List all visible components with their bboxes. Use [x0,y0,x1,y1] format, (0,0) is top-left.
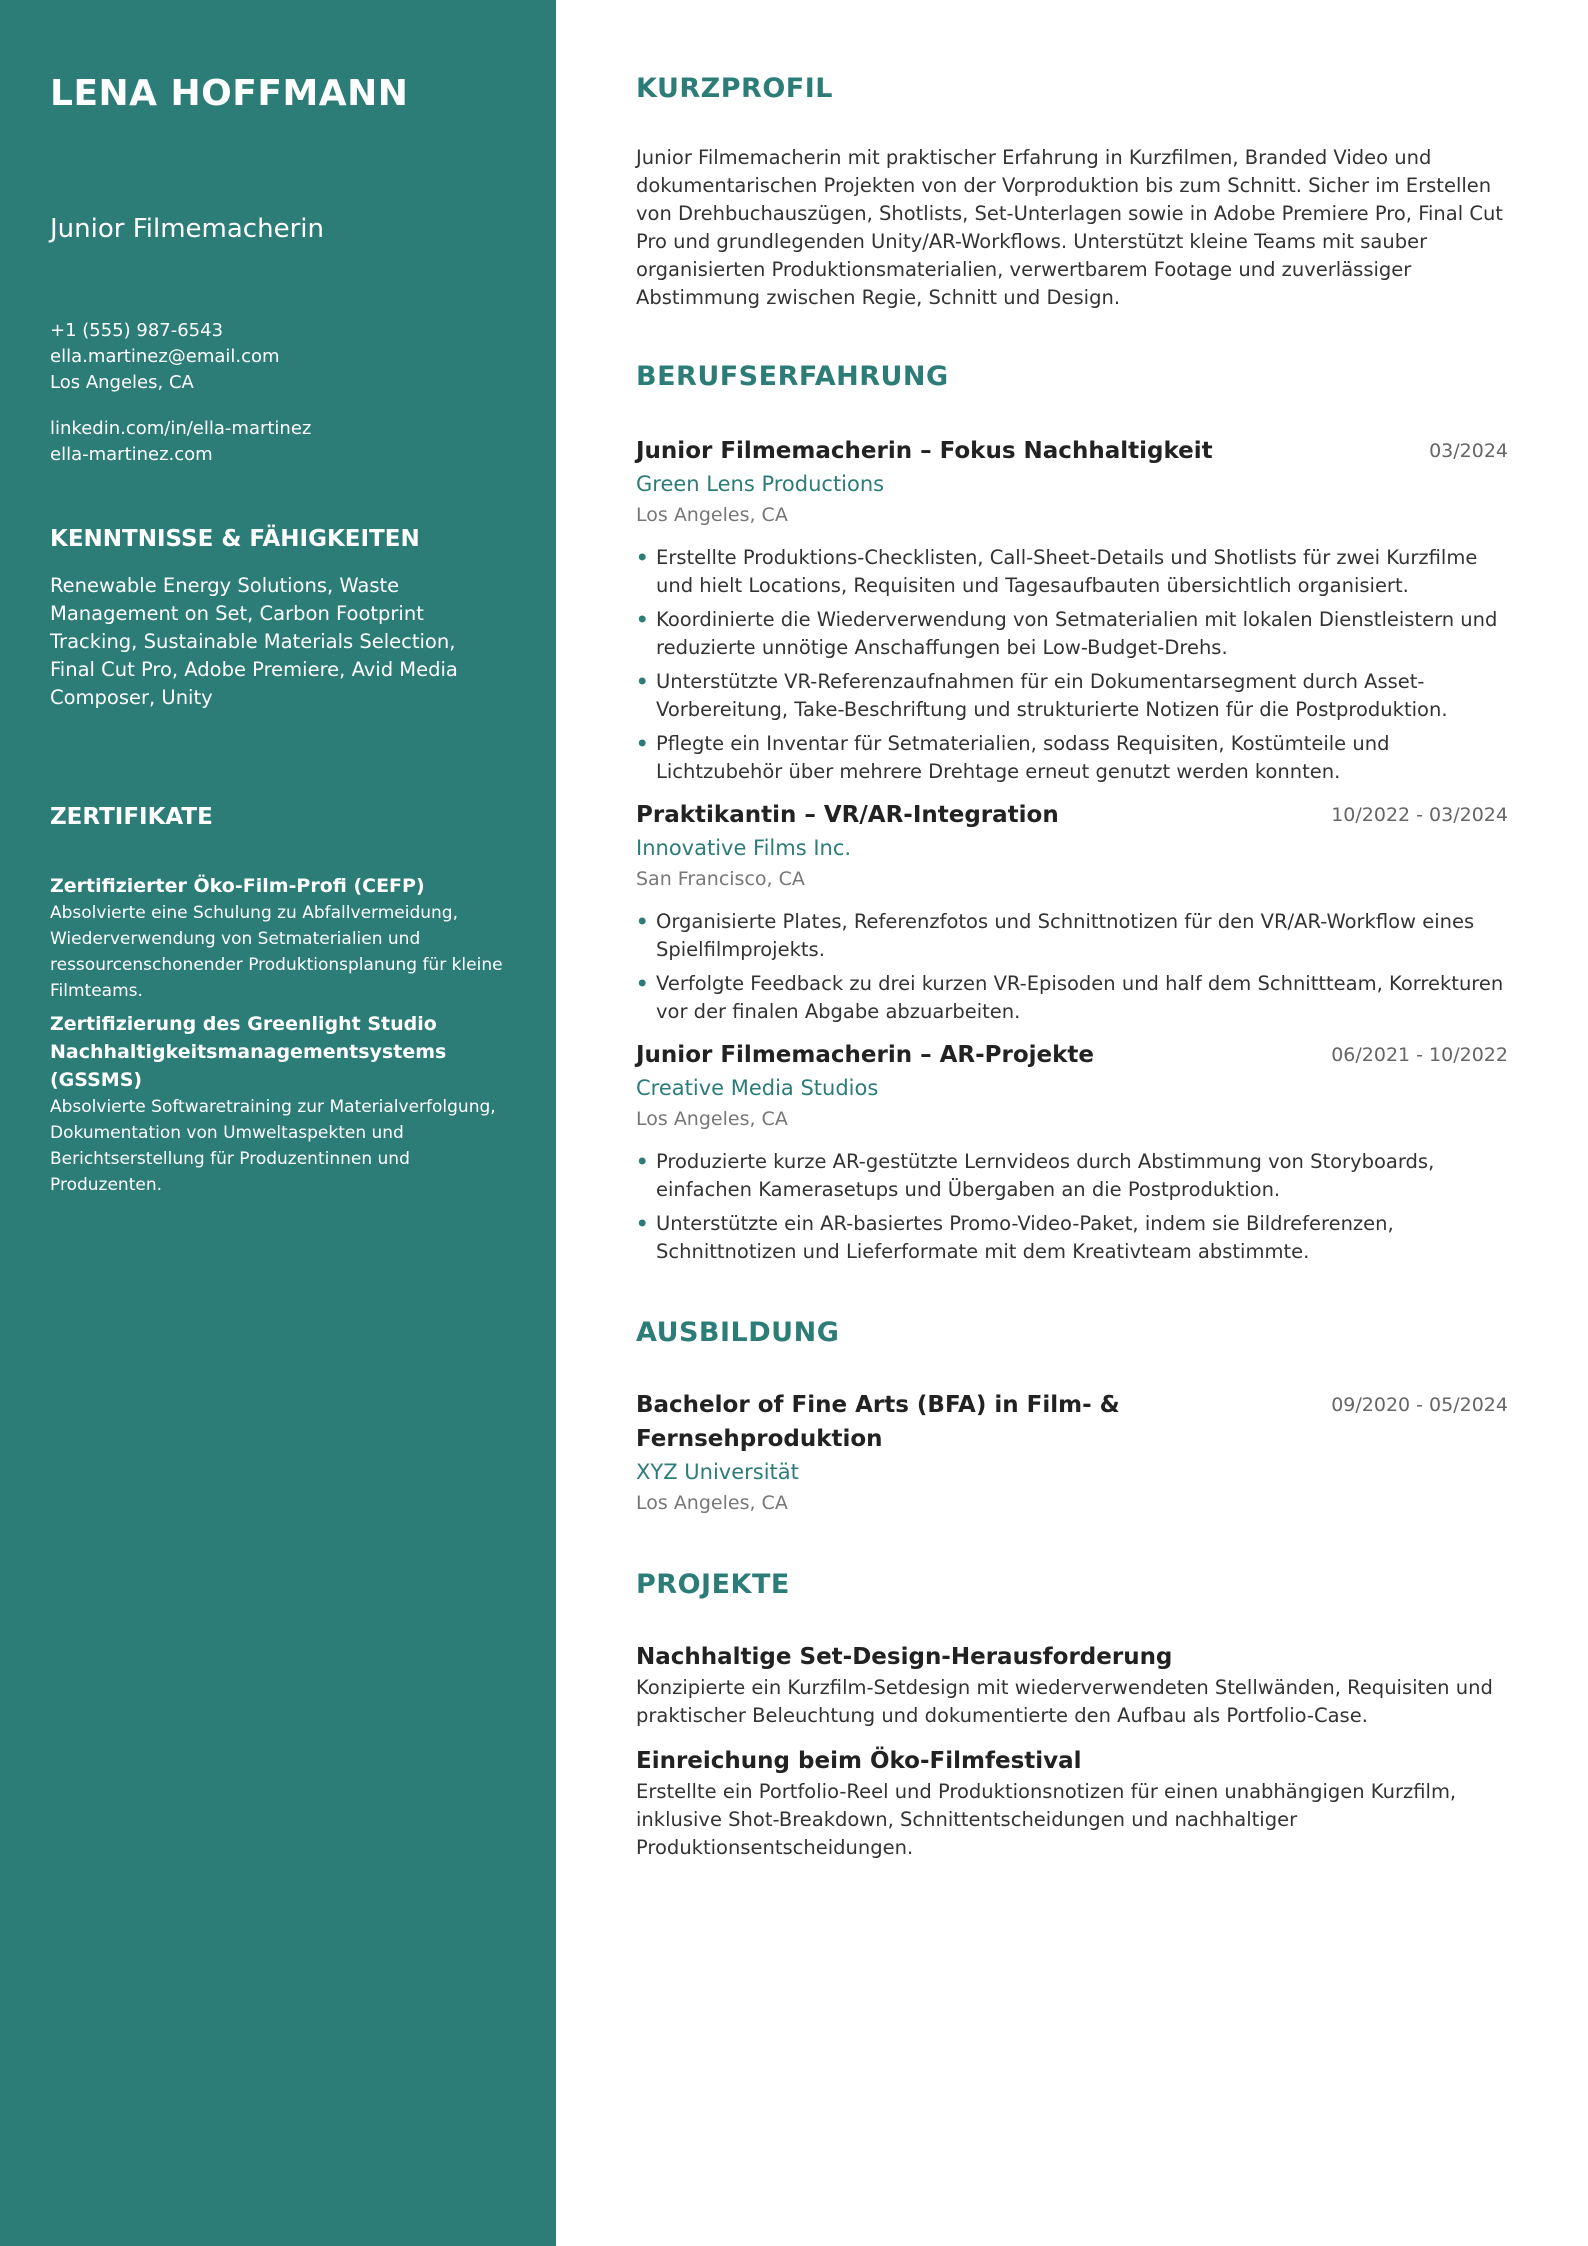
school-location: Los Angeles, CA [636,1492,788,1514]
email[interactable]: ella.martinez@email.com [50,346,280,367]
education-entry [636,1388,1508,1518]
education-date: 09/2020 - 05/2024 [1331,1394,1508,1416]
project-title: Nachhaltige Set-Design-Herausforderung [636,1644,1173,1670]
job-entry [636,434,1508,786]
job-bullets [636,908,1508,1026]
bullet-item: • Pflegte ein Inventar für Setmaterialien, sodass Requisiten, Kostümteile und Lichtzubehör über mehrere Drehtage erneut genutzt werden konnten. [636,730,1508,786]
education-heading: AUSBILDUNG [636,1317,840,1348]
sidebar [0,0,556,2246]
bullet-item: • Unterstützte VR-Referenzaufnahmen für ein Dokumentarsegment durch Asset-Vorbereitung, Take-Beschriftung und strukturierte Notizen für die Postproduktion. [636,668,1508,724]
bullet-item: • Organisierte Plates, Referenzfotos und Schnittnotizen für den VR/AR-Workflow eines Spielfilmprojekts. [636,908,1508,964]
certificates-heading: ZERTIFIKATE [50,804,213,830]
experience-heading: BERUFSERFAHRUNG [636,361,949,392]
job-bullets [636,544,1508,786]
company-name: Green Lens Productions [636,472,885,496]
certificate-title: Zertifizierung des Greenlight Studio Nachhaltigkeitsmanagementsystems (GSSMS) [50,1013,447,1091]
school-name: XYZ Universität [636,1460,799,1484]
bullet-item: • Erstellte Produktions-Checklisten, Call-Sheet-Details und Shotlists für zwei Kurzfilme und hielt Locations, Requisiten und Tagesaufbauten übersichtlich organisiert. [636,544,1508,600]
candidate-name: LENA HOFFMANN [50,73,409,114]
job-location: Los Angeles, CA [636,1108,788,1130]
job-title: Junior Filmemacherin – AR-Projekte [636,1042,1095,1068]
job-date: 10/2022 - 03/2024 [1331,804,1508,826]
certificate-item [50,1010,506,1198]
degree-title: Bachelor of Fine Arts (BFA) in Film- & Fernsehproduktion [636,1392,1120,1452]
project-title: Einreichung beim Öko-Filmfestival [636,1748,1082,1774]
projects-heading: PROJEKTE [636,1569,790,1600]
company-name: Creative Media Studios [636,1076,879,1100]
skills-text: Renewable Energy Solutions, Waste Management on Set, Carbon Footprint Tracking, Sustainable Materials Selection, Final Cut Pro, Adobe Premiere, Avid Media Composer, Unity [50,574,458,709]
summary-heading: KURZPROFIL [636,73,833,104]
certificate-description: Absolvierte Softwaretraining zur Materialverfolgung, Dokumentation von Umweltaspekten und Berichtserstellung für Produzentinnen und Produzenten. [50,1097,496,1195]
linkedin-link[interactable]: linkedin.com/in/ella-martinez [50,418,312,439]
certificate-item [50,872,506,1004]
job-entry [636,1038,1508,1266]
summary-text: Junior Filmemacherin mit praktischer Erfahrung in Kurzfilmen, Branded Video und dokumentarischen Projekten von der Vorproduktion bis zum Schnitt. Sicher im Erstellen von Drehbuchauszügen, Shotlists, Set-Unterlagen sowie in Adobe Premiere Pro, Final Cut Pro und grundlegenden Unity/AR-Workflows. Unterstützt kleine Teams mit sauber organisierten Produktionsmaterialien, verwertbarem Footage und zuverlässiger Abstimmung zwischen Regie, Schnitt und Design. [636,146,1503,309]
location: Los Angeles, CA [50,372,194,393]
job-bullets [636,1148,1508,1266]
profile-links [50,416,506,468]
job-date: 06/2021 - 10/2022 [1331,1044,1508,1066]
contact-info [50,318,506,396]
job-entry [636,798,1508,1026]
website-link[interactable]: ella-martinez.com [50,444,213,465]
job-title: Junior Filmemacherin – Fokus Nachhaltigkeit [636,438,1213,464]
project-item [636,1744,1508,1862]
skills-heading: KENNTNISSE & FÄHIGKEITEN [50,526,420,552]
company-name: Innovative Films Inc. [636,836,852,860]
job-title: Praktikantin – VR/AR-Integration [636,802,1059,828]
project-description: Konzipierte ein Kurzfilm-Setdesign mit wiederverwendeten Stellwänden, Requisiten und praktischer Beleuchtung und dokumentierte den Aufbau als Portfolio-Case. [636,1676,1493,1727]
certificate-title: Zertifizierter Öko-Film-Profi (CEFP) [50,875,425,897]
bullet-item: • Verfolgte Feedback zu drei kurzen VR-Episoden und half dem Schnittteam, Korrekturen vor der finalen Abgabe abzuarbeiten. [636,970,1508,1026]
bullet-item: • Koordinierte die Wiederverwendung von Setmaterialien mit lokalen Dienstleistern und reduzierte unnötige Anschaffungen bei Low-Budget-Drehs. [636,606,1508,662]
bullet-item: • Produzierte kurze AR-gestützte Lernvideos durch Abstimmung von Storyboards, einfachen Kamerasetups und Übergaben an die Postproduktion. [636,1148,1508,1204]
project-item [636,1640,1508,1730]
certificate-description: Absolvierte eine Schulung zu Abfallvermeidung, Wiederverwendung von Setmaterialien und ressourcenschonender Produktionsplanung für kleine Filmteams. [50,903,503,1001]
candidate-role: Junior Filmemacherin [50,214,324,244]
project-description: Erstellte ein Portfolio-Reel und Produktionsnotizen für einen unabhängigen Kurzfilm, inklusive Shot-Breakdown, Schnittentscheidungen und nachhaltiger Produktionsentscheidungen. [636,1780,1457,1859]
job-location: Los Angeles, CA [636,504,788,526]
main-content [556,0,1588,2246]
bullet-item: • Unterstützte ein AR-basiertes Promo-Video-Paket, indem sie Bildreferenzen, Schnittnotizen und Lieferformate mit dem Kreativteam abstimmte. [636,1210,1508,1266]
phone: +1 (555) 987-6543 [50,320,224,341]
job-date: 03/2024 [1429,440,1508,462]
job-location: San Francisco, CA [636,868,805,890]
